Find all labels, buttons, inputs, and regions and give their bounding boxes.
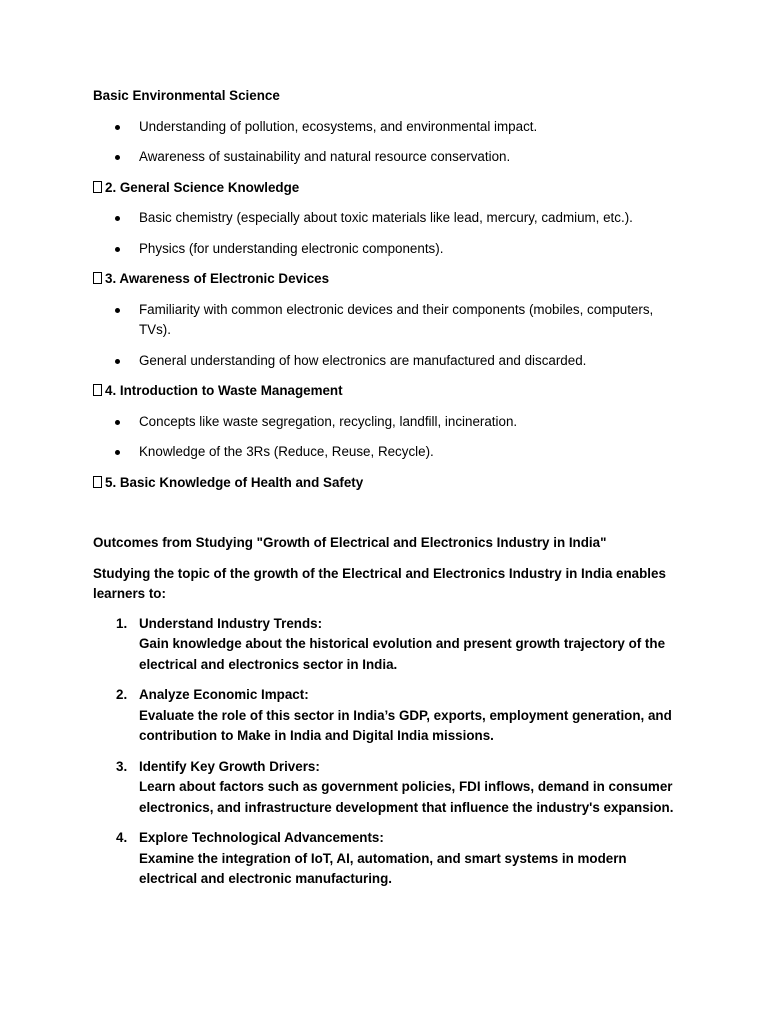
item-title: Analyze Economic Impact: <box>139 687 309 702</box>
list-item-text: Knowledge of the 3Rs (Reduce, Reuse, Recycle). <box>139 444 434 459</box>
bullet-icon <box>115 247 120 252</box>
section-heading <box>93 381 688 402</box>
list-item <box>93 412 688 433</box>
section-title: 4. Introduction to Waste Management <box>105 383 343 398</box>
item-body: Evaluate the role of this sector in India’s GDP, exports, employment generation, and contribution to Make in India and Digital India missions. <box>139 707 672 743</box>
list-item <box>93 351 688 372</box>
numbered-list <box>93 614 688 890</box>
item-title: Identify Key Growth Drivers: <box>139 758 320 774</box>
list-item <box>93 147 688 168</box>
section-heading <box>93 269 688 290</box>
bullet-list <box>93 412 688 463</box>
list-item-text: Familiarity with common electronic devices and their components (mobiles, computers, TVs). <box>139 301 654 337</box>
list-number: 1. <box>116 615 128 631</box>
list-item-text: General understanding of how electronics are manufactured and discarded. <box>139 352 587 368</box>
section-heading <box>93 86 688 107</box>
list-item <box>93 757 688 819</box>
list-item <box>93 614 688 676</box>
missing-glyph-icon <box>93 384 102 396</box>
bullet-icon <box>115 420 120 425</box>
list-number: 2. <box>116 687 128 702</box>
missing-glyph-icon <box>93 272 102 284</box>
bullet-list <box>93 208 688 259</box>
section-title: 3. Awareness of Electronic Devices <box>105 271 330 286</box>
bullet-icon <box>115 155 120 160</box>
bullet-icon <box>115 450 120 455</box>
list-item-text: Basic chemistry (especially about toxic materials like lead, mercury, cadmium, etc.). <box>139 210 633 225</box>
missing-glyph-icon <box>93 181 102 193</box>
outcomes-intro: Studying the topic of the growth of the Electrical and Electronics Industry in India enables learners to: <box>93 565 666 601</box>
list-item <box>93 208 688 229</box>
item-body: Learn about factors such as government policies, FDI inflows, demand in consumer electronics, and infrastructure development that influence the industry's expansion. <box>139 779 674 815</box>
bullet-icon <box>115 125 120 130</box>
list-item <box>93 300 688 341</box>
bullet-icon <box>115 308 120 313</box>
list-item-text: Understanding of pollution, ecosystems, and environmental impact. <box>139 118 538 134</box>
spacer <box>93 503 688 533</box>
list-item-text: Concepts like waste segregation, recycling, landfill, incineration. <box>139 413 518 429</box>
section-title: 2. General Science Knowledge <box>105 179 300 195</box>
section-heading <box>93 178 688 199</box>
missing-glyph-icon <box>93 476 102 488</box>
bullet-icon <box>115 216 120 221</box>
bullet-icon <box>115 359 120 364</box>
list-number: 3. <box>116 758 128 774</box>
list-item <box>93 117 688 138</box>
section-title: 5. Basic Knowledge of Health and Safety <box>105 474 364 490</box>
list-item-text: Physics (for understanding electronic components). <box>139 240 444 256</box>
item-title: Understand Industry Trends: <box>139 615 323 631</box>
list-number: 4. <box>116 830 128 845</box>
list-item-text: Awareness of sustainability and natural resource conservation. <box>139 149 511 164</box>
list-item <box>93 828 688 890</box>
list-item <box>93 685 688 747</box>
section-heading <box>93 473 688 494</box>
bullet-list <box>93 117 688 168</box>
item-body: Examine the integration of IoT, AI, automation, and smart systems in modern electrical and electronic manufacturing. <box>139 850 627 886</box>
bullet-list <box>93 300 688 372</box>
section-title: Basic Environmental Science <box>93 88 280 103</box>
item-body: Gain knowledge about the historical evolution and present growth trajectory of the electrical and electronics sector in India. <box>139 636 666 672</box>
item-title: Explore Technological Advancements: <box>139 830 384 845</box>
list-item <box>93 239 688 260</box>
outcomes-title: Outcomes from Studying "Growth of Electrical and Electronics Industry in India" <box>93 535 607 550</box>
list-item <box>93 442 688 463</box>
